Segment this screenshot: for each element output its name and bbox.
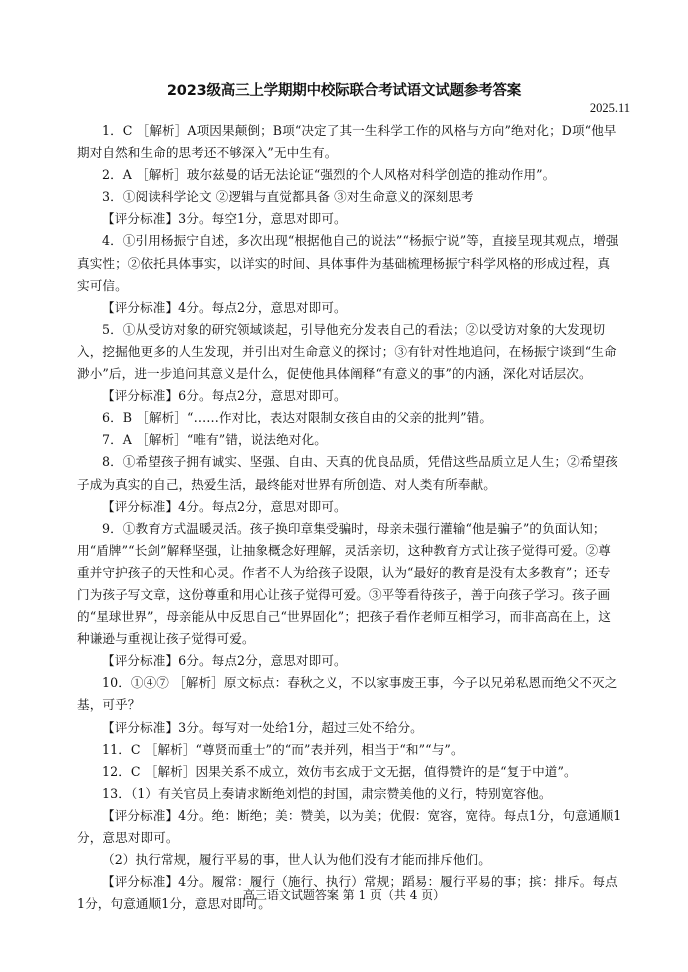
answer-q12: 12．C ［解析］因果关系不成立，效仿韦玄成于文无据，值得赞许的是“复于中道”。 (102, 763, 577, 779)
answer-q13-1: 13．（1）有关官员上奏请求断绝刘恺的封国，肃宗赞美他的义行，特别宽容他。 (102, 785, 552, 801)
answer-q7: 7．A ［解析］“唯有”错，说法绝对化。 (102, 432, 327, 448)
scoring-q3: 【评分标准】3分。每空1分，意思对即可。 (102, 211, 347, 227)
answer-q6: 6．B ［解析］“……作对比，表达对限制女孩自由的父亲的批判”错。 (102, 410, 493, 426)
page-footer: 高三语文试题答案 第 1 页（共 4 页） (242, 888, 446, 902)
scoring-q8: 【评分标准】4分。每点2分，意思对即可。 (102, 498, 347, 514)
scoring-q5: 【评分标准】6分。每点2分，意思对即可。 (102, 388, 347, 404)
scoring-q13-1: 【评分标准】4分。绝：断绝；美：赞美，以为美；优假：宽容，宽待。每点1分，句意通顺1分，意思对即可。 (77, 807, 622, 845)
scoring-q4: 【评分标准】4分。每点2分，意思对即可。 (102, 299, 347, 315)
answer-q3: 3．①阅读科学论文 ②逻辑与直觉都具备 ③对生命意义的深刻思考 (102, 189, 474, 205)
document-title: 2023级高三上学期期中校际联合考试语文试题参考答案 (166, 83, 522, 99)
answer-q5: 5．①从受访对象的研究领域谈起，引导他充分发表自己的看法；②以受访对象的大发现切入，挖掘他更多的人生发现，并引出对生命意义的探讨；③有针对性地追问，在杨振宁谈到“生命渺小”后，进一步追问其意义是什么，促使他具体阐释“有意义的事”的内涵，深化对话层次。 (77, 321, 617, 382)
answer-q2: 2．A ［解析］玻尔兹曼的话无法论证“强烈的个人风格对科学创造的推动作用”。 (102, 167, 556, 183)
answer-q8: 8．①希望孩子拥有诚实、坚强、自由、天真的优良品质，凭借这些品质立足人生；②希望孩子成为真实的自己，热爱生活，最终能对世界有所创造、对人类有所奉献。 (77, 454, 618, 492)
answer-q13-2: （2）执行常规，履行平易的事，世人认为他们没有才能而排斥他们。 (102, 852, 491, 868)
answer-q10: 10．①④⑦ ［解析］原文标点：春秋之义，不以家事废王事，今子以兄弟私恩而绝父不灭之基，可乎？ (77, 675, 618, 713)
answer-q11: 11．C ［解析］“尊贤而重士”的“而”表并列，相当于“和”“与”。 (102, 741, 464, 757)
exam-date: 2025.11 (589, 101, 630, 115)
scoring-q13-2: 【评分标准】4分。履常：履行（施行、执行）常规；蹈易：履行平易的事；摈：排斥。每点1分，句意通顺1分，意思对即可。 (77, 874, 618, 912)
scoring-q10: 【评分标准】3分。每写对一处给1分，超过三处不给分。 (102, 719, 423, 735)
answer-content (77, 120, 622, 915)
answer-q1: 1．C ［解析］A项因果颠倒；B项“决定了其一生科学工作的风格与方向”绝对化；D项“他早期对自然和生命的思考还不够深入”无中生有。 (77, 123, 617, 161)
answer-q4: 4．①引用杨振宁自述，多次出现“根据他自己的说法”“杨振宁说”等，直接呈现其观点，增强真实性；②依托具体事实，以详实的时间、具体事件为基础梳理杨振宁科学风格的形成过程，真实可信。 (77, 233, 619, 293)
scoring-q9: 【评分标准】6分。每点2分，意思对即可。 (102, 653, 347, 669)
answer-q9: 9．①教育方式温暖灵活。孩子换印章集受骗时，母亲未强行灌输“他是骗子”的负面认知；用“盾牌”“长剑”解释坚强，让抽象概念好理解，灵活亲切，这种教育方式让孩子觉得可爱。②尊重并守护孩子的天性和心灵。作者不人为给孩子设限，认为“最好的教育是没有太多教育”；还专门为孩子写文章，这份尊重和用心让孩子觉得可爱。③平等看待孩子，善于向孩子学习。孩子画的“星球世界”，母亲能从中反思自己“世界固化”；把孩子看作老师互相学习，而非高高在上，这种谦逊与重视让孩子觉得可爱。 (77, 520, 611, 647)
